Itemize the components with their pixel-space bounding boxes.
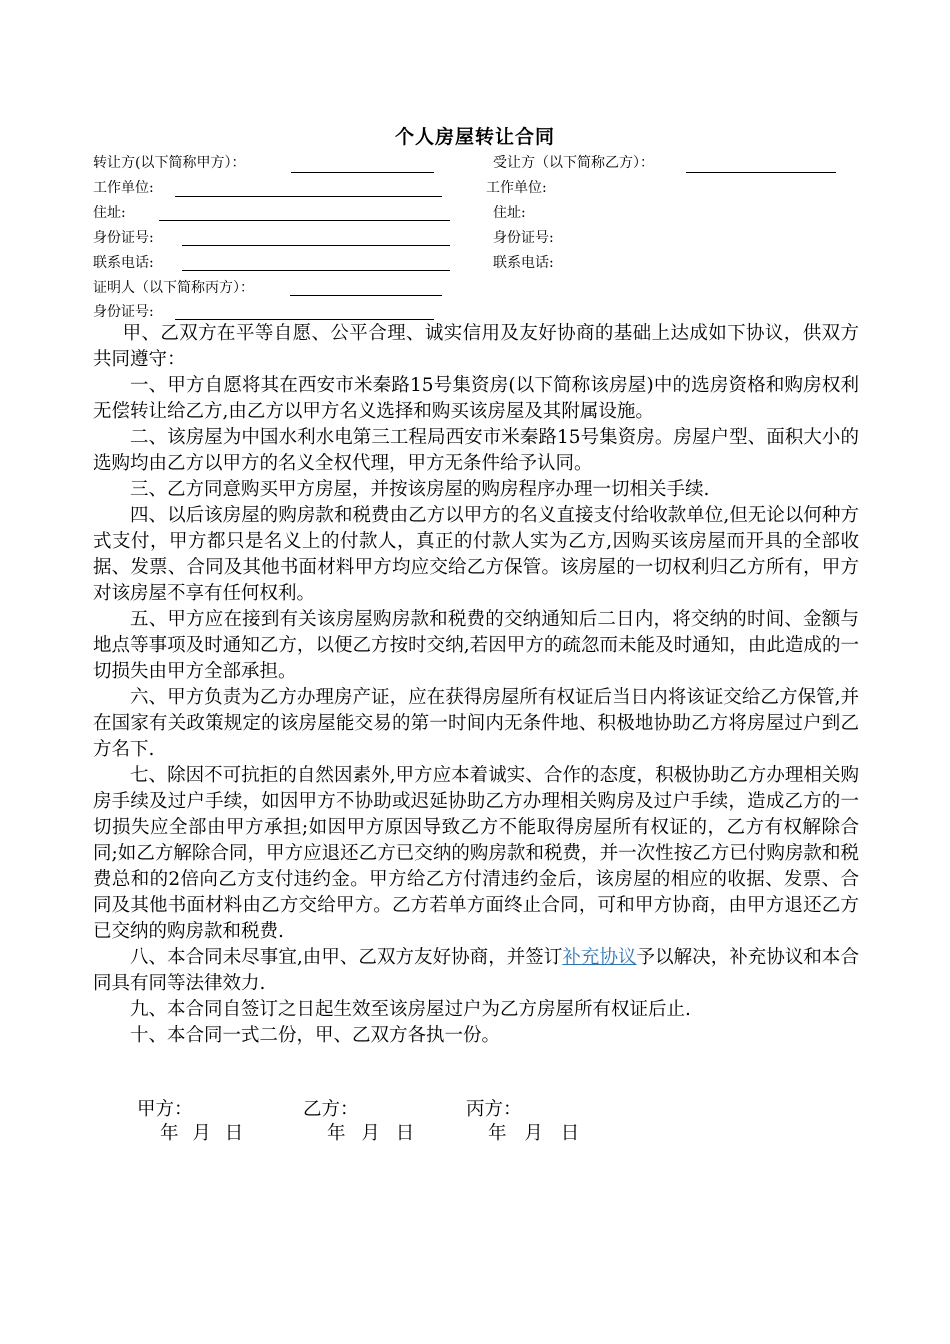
clause-10: 十、本合同一式二份，甲、乙双方各执一份。 bbox=[130, 1025, 501, 1046]
clause-3: 三、乙方同意购买甲方房屋，并按该房屋的购房程序办理一切相关手续. bbox=[130, 479, 710, 500]
a-phone-label: 联系电话: bbox=[93, 255, 154, 271]
clause-2: 二、该房屋为中国水利水电第三工程局西安市米秦路15号集资房。房屋户型、面积大小的选购均由乙方以甲方的名义全权代理，甲方无条件给予认同。 bbox=[93, 427, 859, 474]
clause-6: 六、甲方负责为乙方办理房产证，应在获得房屋所有权证后当日内将该证交给乙方保管,并在国家有关政策规定的该房屋能交易的第一时间内无条件地、积极地协助乙方将房屋过户到乙方名下. bbox=[93, 687, 859, 760]
transferee-label: 受让方（以下简称乙方）： bbox=[493, 155, 654, 171]
party-a-signature-label: 甲方： bbox=[137, 1099, 193, 1120]
witness-label: 证明人（以下简称丙方）： bbox=[93, 280, 254, 296]
clause-8-text-end: 予以解决，补充协议和本合同具有同等法律效力. bbox=[93, 947, 859, 994]
transferor-name-line bbox=[291, 172, 434, 173]
clause-8-text-start: 八、本合同未尽事宜,由甲、乙双方友好协商，并签订 bbox=[130, 947, 563, 968]
a-id-line bbox=[182, 245, 450, 246]
document-title: 个人房屋转让合同 bbox=[394, 126, 555, 148]
b-work-label: 工作单位: bbox=[486, 180, 547, 196]
a-work-label: 工作单位: bbox=[93, 180, 154, 196]
clause-1: 一、甲方自愿将其在西安市米秦路15号集资房(以下简称该房屋)中的选房资格和购房权利无偿转让给乙方,由乙方以甲方名义选择和购买该房屋及其附属设施。 bbox=[93, 375, 859, 422]
intro-paragraph: 甲、乙双方在平等自愿、公平合理、诚实信用及友好协商的基础上达成如下协议，供双方共同遵守： bbox=[93, 323, 859, 370]
supplement-agreement-link[interactable]: 补充协议 bbox=[562, 947, 637, 968]
a-address-line bbox=[159, 220, 450, 221]
c-id-label: 身份证号: bbox=[93, 304, 154, 320]
party-c-signature-label: 丙方： bbox=[466, 1099, 522, 1120]
clause-5: 五、甲方应在接到有关该房屋购房款和税费的交纳通知后二日内，将交纳的时间、金额与地点等事项及时通知乙方，以便乙方按时交纳,若因甲方的疏忽而未能及时通知，由此造成的一切损失由甲方全部承担。 bbox=[93, 609, 859, 682]
party-b-signature-label: 乙方： bbox=[303, 1099, 359, 1120]
transferee-name-line bbox=[686, 172, 836, 173]
clause-9: 九、本合同自签订之日起生效至该房屋过户为乙方房屋所有权证后止. bbox=[130, 999, 691, 1020]
witness-name-line bbox=[290, 295, 442, 296]
clause-4: 四、以后该房屋的购房款和税费由乙方以甲方的名义直接支付给收款单位,但无论以何种方式支付，甲方都只是名义上的付款人，真正的付款人实为乙方,因购买该房屋而开具的全部收据、发票、合同及其他书面材料甲方均应交给乙方保管。该房屋的一切权利归乙方所有，甲方对该房屋不享有任何权利。 bbox=[93, 505, 859, 604]
c-id-line bbox=[175, 319, 434, 320]
a-work-line bbox=[175, 196, 442, 197]
party-c-date: 年 月 日 bbox=[488, 1123, 580, 1144]
contract-body bbox=[93, 321, 859, 1049]
party-a-date: 年 月 日 bbox=[160, 1123, 244, 1144]
transferor-label: 转让方(以下简称甲方）： bbox=[93, 155, 246, 171]
clause-7: 七、除因不可抗拒的自然因素外,甲方应本着诚实、合作的态度，积极协助乙方办理相关购房手续及过户手续，如因甲方不协助或迟延协助乙方办理相关购房及过户手续，造成乙方的一切损失应全部由甲方承担;如因甲方原因导致乙方不能取得房屋所有权证的，乙方有权解除合同;如乙方解除合同，甲方应退还乙方已交纳的购房款和税费，并一次性按乙方已付购房款和税费总和的2倍向乙方支付违约金。甲方给乙方付清违约金后，该房屋的相应的收据、发票、合同及其他书面材料由乙方交给甲方。乙方若单方面终止合同，可和甲方协商，由甲方退还乙方已交纳的购房款和税费. bbox=[93, 765, 859, 942]
b-phone-label: 联系电话: bbox=[493, 255, 554, 271]
b-id-label: 身份证号: bbox=[493, 230, 554, 246]
party-b-date: 年 月 日 bbox=[327, 1123, 415, 1144]
b-address-label: 住址: bbox=[493, 205, 526, 221]
a-phone-line bbox=[182, 270, 450, 271]
a-id-label: 身份证号: bbox=[93, 230, 154, 246]
clause-8 bbox=[93, 945, 859, 997]
a-address-label: 住址: bbox=[93, 205, 126, 221]
